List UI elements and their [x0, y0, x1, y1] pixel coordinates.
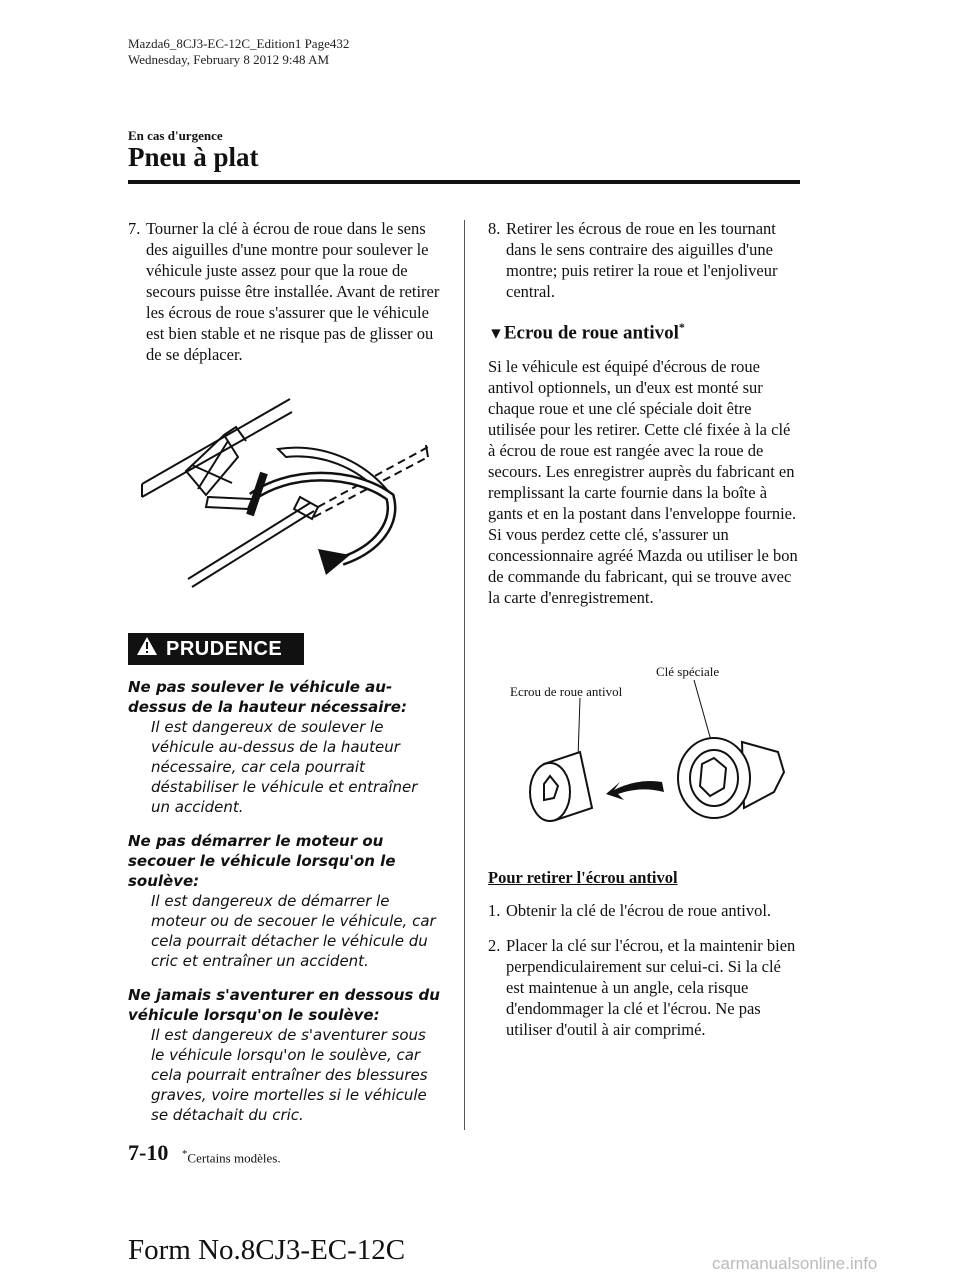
page-number: 7-10	[128, 1140, 169, 1165]
triangle-marker-icon: ▼	[488, 325, 504, 343]
asterisk-mark: *	[678, 320, 685, 334]
warning-title: Ne pas démarrer le moteur ou secouer le véhicule lorsqu'on le soulève:	[128, 832, 396, 890]
site-watermark: carmanualsonline.info	[712, 1254, 878, 1273]
step-text: Placer la clé sur l'écrou, et la maintenir bien perpendiculairement sur celui-ci. Si la clé est maintenue à un angle, cela risque d'endommager la clé et l'écrou. Ne pas utiliser d'outil à air comprimé.	[506, 936, 796, 1040]
remove-step-2	[488, 935, 800, 1040]
step-text: Tourner la clé à écrou de roue dans le sens des aiguilles d'une montre pour soulever le véhicule juste assez pour que la roue de secours puisse être installée. Avant de retirer les écrous de roue s'assurer que le véhicule est bien stable et ne risque pas de glisser ou de se déplacer.	[146, 219, 440, 364]
warning-title: Ne jamais s'aventurer en dessous du véhicule lorsqu'on le soulève:	[128, 986, 440, 1024]
warning-body: Il est dangereux de s'aventurer sous le véhicule lorsqu'on le soulève, car cela pourrait entraîner des blessures graves, voire mortelles si le véhicule se détachait du cric.	[151, 1026, 428, 1124]
subsection-title: Ecrou de roue antivol	[503, 322, 679, 344]
step-number: 2.	[488, 936, 501, 956]
step-7	[128, 218, 440, 365]
step-text: Obtenir la clé de l'écrou de roue antivol.	[506, 901, 772, 921]
warning-body: Il est dangereux de soulever le véhicule au-dessus de la hauteur nécessaire, car cela pourrait déstabiliser le véhicule et entraîner un accident.	[151, 718, 418, 816]
subsection-heading	[488, 320, 800, 344]
jack-lift-diagram	[128, 379, 440, 619]
label-special-key: Clé spéciale	[656, 664, 720, 680]
print-meta	[128, 36, 349, 68]
warning-body: Il est dangereux de démarrer le moteur ou de secouer le véhicule, car cela pourrait détacher le véhicule du cric et entraîner un accident.	[151, 892, 436, 970]
step-number: 1.	[488, 901, 501, 921]
print-meta-line1: Mazda6_8CJ3-EC-12C_Edition1 Page432	[128, 36, 350, 51]
step-number: 7.	[128, 219, 141, 238]
print-meta-line2: Wednesday, February 8 2012 9:48 AM	[128, 52, 330, 67]
warning-block-1	[128, 677, 440, 817]
step-8	[488, 218, 800, 302]
remove-step-1	[488, 900, 800, 921]
form-number: Form No.8CJ3-EC-12C	[128, 1234, 406, 1266]
step-number: 8.	[488, 219, 501, 238]
title-rule	[128, 180, 800, 184]
right-column	[488, 218, 800, 1054]
left-column	[128, 218, 440, 1139]
asterisk-mark: *	[182, 1148, 188, 1160]
label-antitheft-nut: Ecrou de roue antivol	[510, 684, 623, 700]
lug-nut-key-diagram	[488, 648, 800, 848]
footnote-text: Certains modèles.	[187, 1150, 281, 1166]
caution-label: PRUDENCE	[166, 637, 283, 660]
jack-illustration	[128, 379, 440, 619]
warning-triangle-icon	[136, 636, 158, 662]
warning-block-3	[128, 985, 440, 1125]
page-title: Pneu à plat	[128, 142, 259, 172]
step-text: Retirer les écrous de roue en les tournant dans le sens contraire des aiguilles d'une montre; puis retirer la roue et l'enjoliveur central.	[506, 219, 778, 301]
antitheft-paragraph: Si le véhicule est équipé d'écrous de roue antivol optionnels, un d'eux est monté sur chaque roue et une clé spéciale doit être utilisée pour les retirer. Cette clé fixée à la clé à écrou de roue est rangée avec la roue de secours. Les enregistrer auprès du fabricant en remplissant la carte fournie dans la boîte à gants et en la postant dans l'enveloppe fournie. Si vous perdez cette clé, s'assurer un concessionnaire agréé Mazda ou utiliser le bon de commande du fabricant, qui se trouve avec la carte d'enregistrement.	[488, 357, 798, 608]
lug-nut-illustration	[488, 648, 800, 848]
warning-title: Ne pas soulever le véhicule au-dessus de la hauteur nécessaire:	[128, 678, 407, 716]
warning-block-2	[128, 831, 440, 971]
remove-nut-heading: Pour retirer l'écrou antivol	[488, 868, 678, 888]
caution-banner	[128, 633, 304, 665]
section-label: En cas d'urgence	[128, 128, 223, 143]
footnote	[182, 1148, 281, 1166]
column-divider	[464, 220, 465, 1130]
